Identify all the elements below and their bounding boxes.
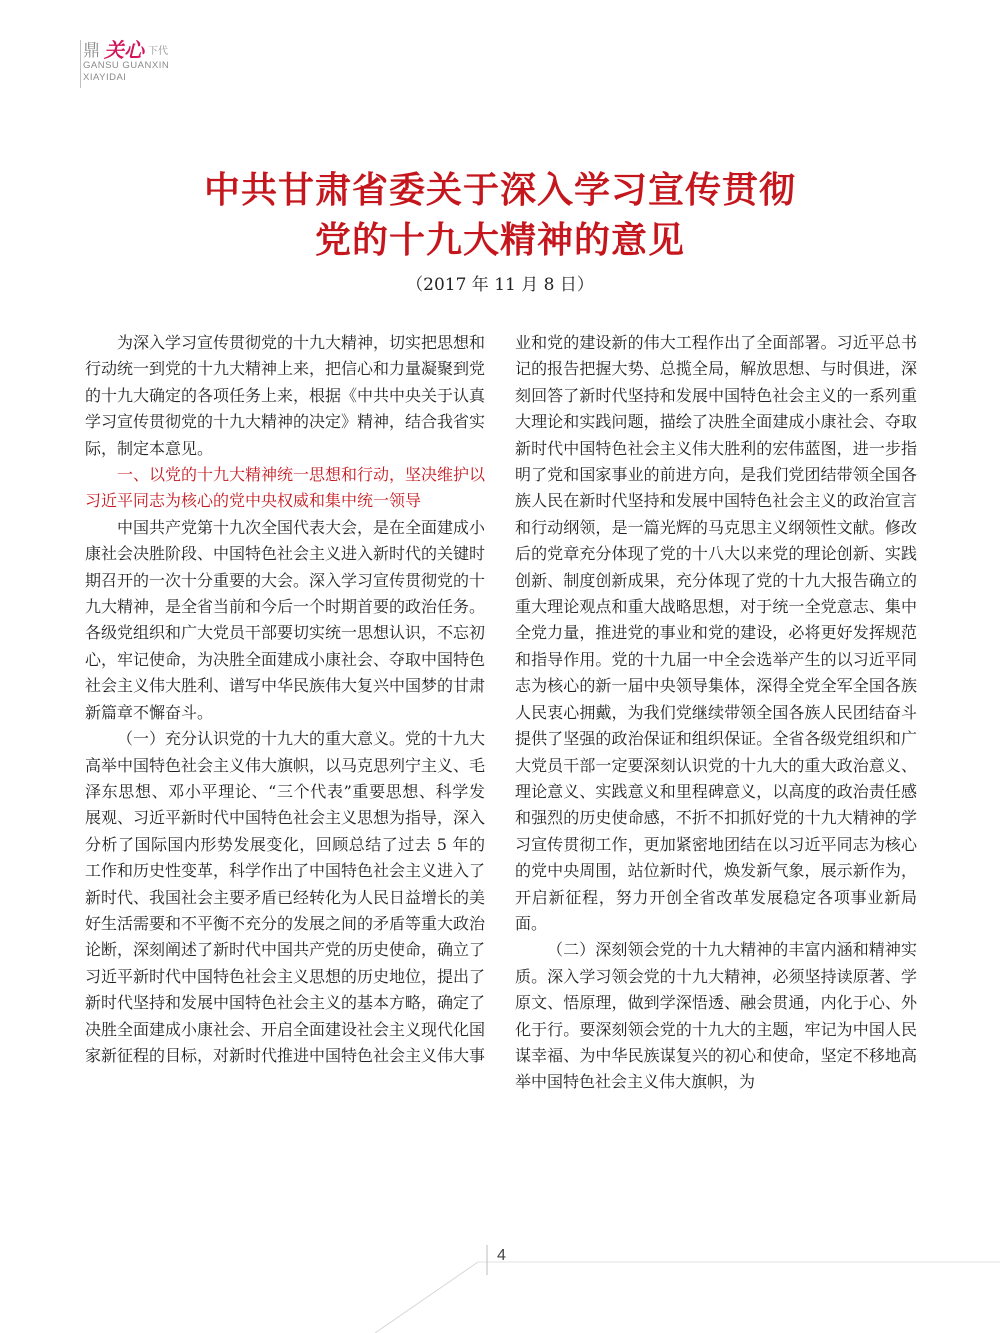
page-number: 4 (497, 1247, 506, 1264)
logo-subtitle-line1: GANSU GUANXIN (83, 60, 170, 71)
paragraph-intro: 为深入学习宣传贯彻党的十九大精神，切实把思想和行动统一到党的十九大精神上来，把信心和力量凝聚到党的十九大确定的各项任务上来，根据《中共中央关于认真学习宣传贯彻党的十九大精神的决定》精神，结合我省实际，制定本意见。 (85, 333, 486, 458)
document-title-line1: 中共甘肃省委关于深入学习宣传贯彻 (203, 169, 796, 211)
paragraph-essence: （二）深刻领会党的十九大精神的丰富内涵和精神实质。深入学习领会党的十九大精神，必须坚持读原著、学原文、悟原理，做到学深悟透、融会贯通，内化于心、外化于行。要深刻领会党的十九大的主题，牢记为中国人民谋幸福、为中华民族谋复兴的初心和使命，坚定不移地高举中国特色社会主义伟大旗帜，为 (515, 940, 917, 1092)
document-date: （2017 年 11 月 8 日） (406, 275, 594, 295)
logo-subtitle-line2: XIAYIDAI (83, 72, 127, 83)
document-title-line2: 党的十九大精神的意见 (314, 219, 685, 261)
logo-mark: 鼎 (83, 41, 100, 61)
paragraph-congress: 中国共产党第十九次全国代表大会，是在全面建成小康社会决胜阶段、中国特色社会主义进入新时代的关键时期召开的一次十分重要的大会。深入学习宣传贯彻党的十九大精神，是全省当前和今后一个时期首要的政治任务。各级党组织和广大党员干部要切实统一思想认识，不忘初心，牢记使命，为决胜全面建成小康社会、夺取中国特色社会主义伟大胜利、谱写中华民族伟大复兴中国梦的甘肃新篇章不懈奋斗。 (85, 517, 486, 722)
diagonal-line (375, 1262, 478, 1333)
paragraph-continuation: 业和党的建设新的伟大工程作出了全面部署。习近平总书记的报告把握大势、总揽全局，解放思想、与时俱进，深刻回答了新时代坚持和发展中国特色社会主义的一系列重大理论和实践问题，描绘了决胜全面建成小康社会、夺取新时代中国特色社会主义伟大胜利的宏伟蓝图，进一步指明了党和国家事业的前进方向，是我们党团结带领全国各族人民在新时代坚持和发展中国特色社会主义的政治宣言和行动纲领，是一篇光辉的马克思主义纲领性文献。修改后的党章充分体现了党的十八大以来党的理论创新、实践创新、制度创新成果，充分体现了党的十九大报告确立的重大理论观点和重大战略思想，对于统一全党意志、集中全党力量，推进党的事业和党的建设，必将更好发挥规范和指导作用。党的十九届一中全会选举产生的以习近平同志为核心的新一届中央领导集体，深得全党全军全国各族人民衷心拥戴，为我们党继续带领全国各族人民团结奋斗提供了坚强的政治保证和组织保证。全省各级党组织和广大党员干部一定要深刻认识党的十九大的重大政治意义、理论意义、实践意义和里程碑意义，以高度的政治责任感和强烈的历史使命感，不折不扣抓好党的十九大精神的学习宣传贯彻工作，更加紧密地团结在以习近平同志为核心的党中央周围，站位新时代，焕发新气象，展示新作为，开启新征程，努力开创全省改革发展稳定各项事业新局面。 (515, 333, 917, 933)
logo-script: 关心 (104, 38, 144, 62)
paragraph-significance: （一）充分认识党的十九大的重大意义。党的十九大高举中国特色社会主义伟大旗帜，以马克思列宁主义、毛泽东思想、邓小平理论、“三个代表”重要思想、科学发展观、习近平新时代中国特色社会主义思想为指导，深入分析了国际国内形势发展变化，回顾总结了过去 5 年的工作和历史性变革，科学作出了中国特色社会主义进入了新时代、我国社会主要矛盾已经转化为人民日益增长的美好生活需要和不平衡不充分的发展之间的矛盾等重大政治论断，深刻阐述了新时代中国共产党的历史使命，确立了习近平新时代中国特色社会主义思想的历史地位，提出了新时代坚持和发展中国特色社会主义的基本方略，确定了决胜全面建成小康社会、开启全面建设社会主义现代化国家新征程的目标，对新时代推进中国特色社会主义伟大事 (85, 729, 486, 1065)
logo-small: 下代 (148, 46, 168, 57)
section-heading-1: 一、以党的十九大精神统一思想和行动，坚决维护以习近平同志为核心的党中央权威和集中统一领导 (85, 465, 486, 511)
